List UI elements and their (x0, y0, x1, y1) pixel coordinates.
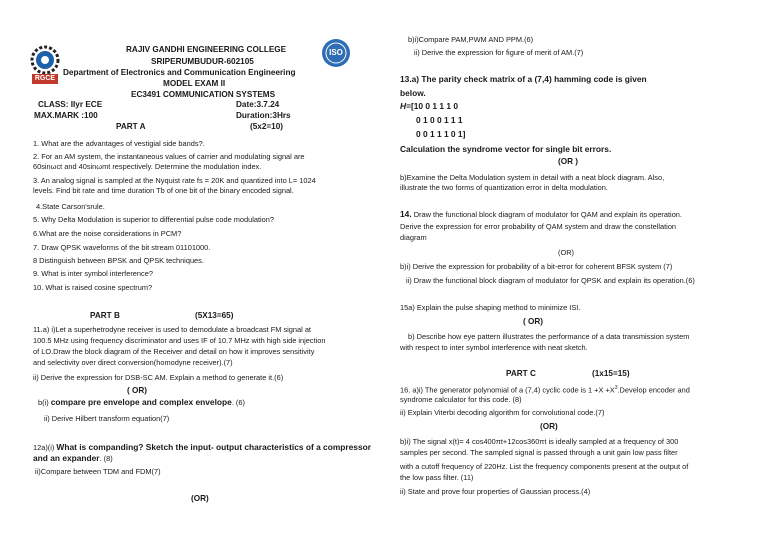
question-13a-line1: 13.a) The parity check matrix of a (7,4) hamming code is given (400, 74, 647, 84)
question-13a-line3: Calculation the syndrome vector for single bit errors. (400, 144, 612, 154)
question-16b-line2: samples per second. The sampled signal is passed through a unit gain low pass filter (400, 448, 678, 457)
part-c-marks: (1x15=15) (592, 369, 630, 378)
question-12a-suffix: . (8) (99, 454, 113, 463)
parity-matrix-row2: 0 1 0 0 1 1 1 (416, 115, 463, 125)
college-logo-text: RGCE (34, 75, 56, 82)
question-1: 1. What are the advantages of vestigial side bands?. (33, 139, 205, 148)
or-separator-13: (OR ) (558, 157, 579, 166)
college-name: RAJIV GANDHI ENGINEERING COLLEGE (126, 45, 287, 54)
question-2-line1: 2. For an AM system, the instantaneous values of carrier and modulating signal are (33, 152, 305, 161)
question-16a-superscript: 3 (614, 385, 618, 391)
question-4: 4.State Carson'srule. (36, 202, 105, 211)
question-3-line1: 3. An analog signal is sampled at the Nyquist rate fs = 20K and quantized into L= 1024 (33, 176, 316, 185)
question-6: 6.What are the noise considerations in PCM? (33, 229, 182, 238)
exam-duration: Duration:3Hrs (236, 111, 291, 120)
question-15b-line1: b) Describe how eye pattern illustrates the performance of a data transmission system (408, 332, 690, 341)
parity-matrix-label: H (400, 101, 407, 111)
question-12a-prefix: 12a)(i) (33, 443, 55, 452)
question-5: 5. Why Delta Modulation is superior to differential pulse code modulation? (33, 215, 275, 224)
question-12a-bold1: What is companding? Sketch the input- output characteristics of a compressor (56, 442, 371, 452)
part-c-title: PART C (506, 369, 536, 378)
question-7: 7. Draw QPSK waveforms of the bit stream 01101000. (33, 243, 211, 252)
question-12a-line2 (33, 454, 113, 463)
question-16b-line3: with a cutoff frequency of 220Hz. List the frequency components present at the output of (400, 462, 689, 471)
college-logo (28, 44, 62, 86)
question-13b-line2: illustrate the two forms of quantization error in delta modulation. (400, 183, 608, 192)
parity-matrix-row1 (400, 102, 458, 111)
question-16b-line1: b)i) The signal x(t)= 4 cos400πt+12cos360πt is ideally sampled at a frequency of 300 (400, 437, 679, 446)
question-16a-ii: ii) Explain Viterbi decoding algorithm for convolutional code.(7) (400, 408, 605, 417)
question-11b-suffix: . (6) (231, 398, 245, 407)
question-13b-line1: b)Examine the Delta Modulation system in detail with a neat block diagram. Also, (400, 173, 665, 182)
question-12a-ii: ii)Compare between TDM and FDM(7) (35, 467, 161, 476)
question-14-number: 14. (400, 209, 412, 219)
question-8: 8 Distinguish between BPSK and QPSK techniques. (33, 256, 204, 265)
question-14a-line1 (400, 210, 682, 219)
question-15a: 15a) Explain the pulse shaping method to minimize ISI. (400, 303, 581, 312)
iso-logo-text: ISO (329, 48, 343, 57)
question-11a-line4: and selectivity over direct conversion(homodyne receiver).(7) (33, 358, 233, 367)
or-separator-15: ( OR) (523, 317, 544, 326)
or-separator-11: ( OR) (127, 386, 148, 395)
question-11a-line3: of LO.Draw the block diagram of the Receiver and detail on how it improves sensitivity (33, 347, 315, 356)
question-15b-line2: with respect to inter symbol interference with neat sketch. (400, 343, 588, 352)
parity-matrix-row1-values: =[10 0 1 1 1 0 (406, 101, 458, 111)
iso-logo (321, 38, 351, 68)
question-9: 9. What is inter symbol interference? (33, 269, 153, 278)
max-mark: MAX.MARK :100 (34, 111, 98, 120)
or-separator-12: (OR) (191, 494, 209, 503)
subject-title: EC3491 COMMUNICATION SYSTEMS (131, 90, 276, 99)
part-b-marks: (5X13=65) (195, 311, 234, 320)
question-11b (38, 398, 245, 407)
department-name: Department of Electronics and Communication Engineering (63, 68, 296, 77)
question-12a-line1 (33, 443, 371, 452)
question-11b-bold: compare pre envelope and complex envelope (50, 397, 232, 407)
exam-title: MODEL EXAM II (163, 79, 226, 88)
question-14a-text: Draw the functional block diagram of modulator for QAM and explain its operation. (413, 210, 682, 219)
question-12b-i: b)i)Compare PAM,PWM AND PPM.(6) (408, 35, 534, 44)
question-14b-i: b)i) Derive the expression for probability of a bit-error for coherent BFSK system (7) (400, 262, 673, 271)
part-a-title: PART A (116, 122, 146, 131)
question-16a-line2: syndrome calculator for this code. (8) (400, 395, 522, 404)
part-b-title: PART B (90, 311, 120, 320)
question-10: 10. What is raised cosine spectrum? (33, 283, 153, 292)
or-separator-16: (OR) (540, 422, 558, 431)
question-14b-ii: ii) Draw the functional block diagram of modulator for QPSK and explain its operation.(6) (406, 276, 695, 285)
question-16b-line4: the low pass filter. (11) (400, 473, 474, 482)
or-separator-14: (OR) (558, 248, 575, 257)
question-13a-line2: below. (400, 88, 426, 98)
question-14a-line2: Derive the expression for error probability of QAM system and draw the constellation (400, 222, 677, 231)
question-11a-ii: ii) Derive the expression for DSB-SC AM. Explain a method to generate it.(6) (33, 373, 284, 382)
class-info: CLASS: IIyr ECE (38, 100, 103, 109)
question-2-line2: 60sinωct and 40sinωmt respectively. Determine the modulation index. (33, 162, 262, 171)
college-city: SRIPERUMBUDUR-602105 (151, 57, 254, 66)
question-16a-text-end: .Develop encoder and (617, 385, 690, 395)
exam-date: Date:3.7.24 (236, 100, 280, 109)
question-14a-line3: diagram (400, 233, 427, 242)
question-12b-ii: ii) Derive the expression for figure of merit of AM.(7) (414, 48, 584, 57)
parity-matrix-row3: 0 0 1 1 1 0 1] (416, 129, 466, 139)
question-11a-line1: 11.a) i)Let a superhetrodyne receiver is used to demodulate a broadcast FM signal at (33, 325, 311, 334)
question-16b-ii: ii) State and prove four properties of Gaussian process.(4) (400, 487, 591, 496)
question-16a-line1 (400, 384, 690, 394)
question-3-line2: levels. Find bit rate and time duration Tb of one bit of the binary encoded signal. (33, 186, 294, 195)
question-11b-ii: ii) Derive Hilbert transform equation(7) (44, 414, 170, 423)
question-16a-text: 16. a)i) The generator polynomial of a (7,4) cyclic code is 1 +X +X (400, 385, 615, 395)
question-11b-prefix: b(i) (38, 398, 49, 407)
question-11a-line2: 100.5 MHz using frequency discriminator and uses IF of 10.7 MHz with high side injection (33, 336, 326, 345)
question-12a-bold2: and an expander (33, 453, 100, 463)
part-a-marks: (5x2=10) (250, 122, 284, 131)
